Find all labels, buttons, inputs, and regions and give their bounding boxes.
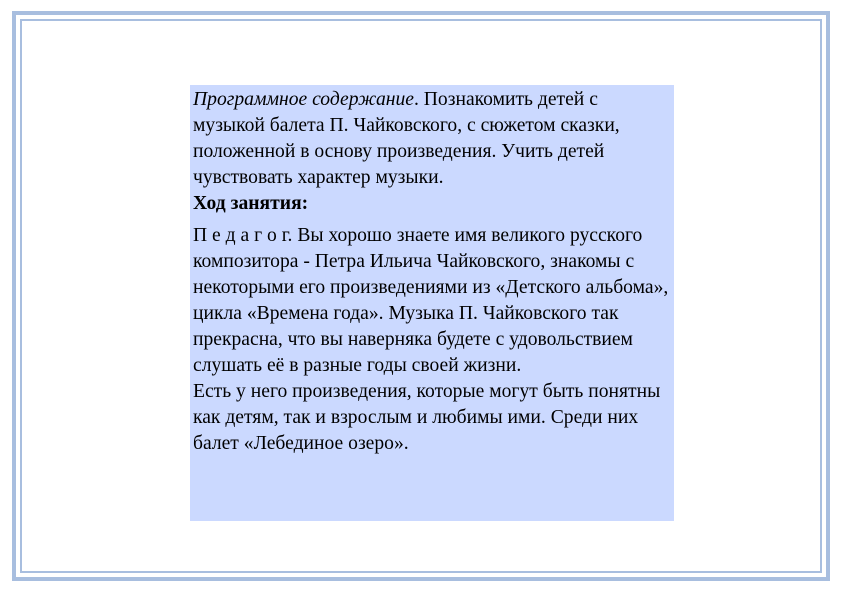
intro-text: . Познакомить детей с музыкой балета П. Чайковского, с сюжетом сказки, положенной в основу произведения. Учить детей чувствовать характер музыки.	[193, 89, 620, 188]
section-heading: Ход занятия:	[193, 193, 309, 214]
text-block	[190, 85, 674, 521]
intro-label: Программное содержание	[193, 89, 414, 110]
paragraph-teacher: П е д а г о г. Вы хорошо знаете имя великого русского композитора - Петра Ильича Чайковского, знакомы с некоторыми его произведениями из «Детского альбома», цикла «Времена года». Музыка П. Чайковского так прекрасна, что вы наверняка будете с удовольствием слушать её в разные годы своей жизни.	[193, 225, 669, 376]
paragraph-works: Есть у него произведения, которые могут быть понятны как детям, так и взрослым и любимы ими. Среди них балет «Лебединое озеро».	[193, 381, 661, 454]
intro-paragraph	[193, 87, 672, 191]
